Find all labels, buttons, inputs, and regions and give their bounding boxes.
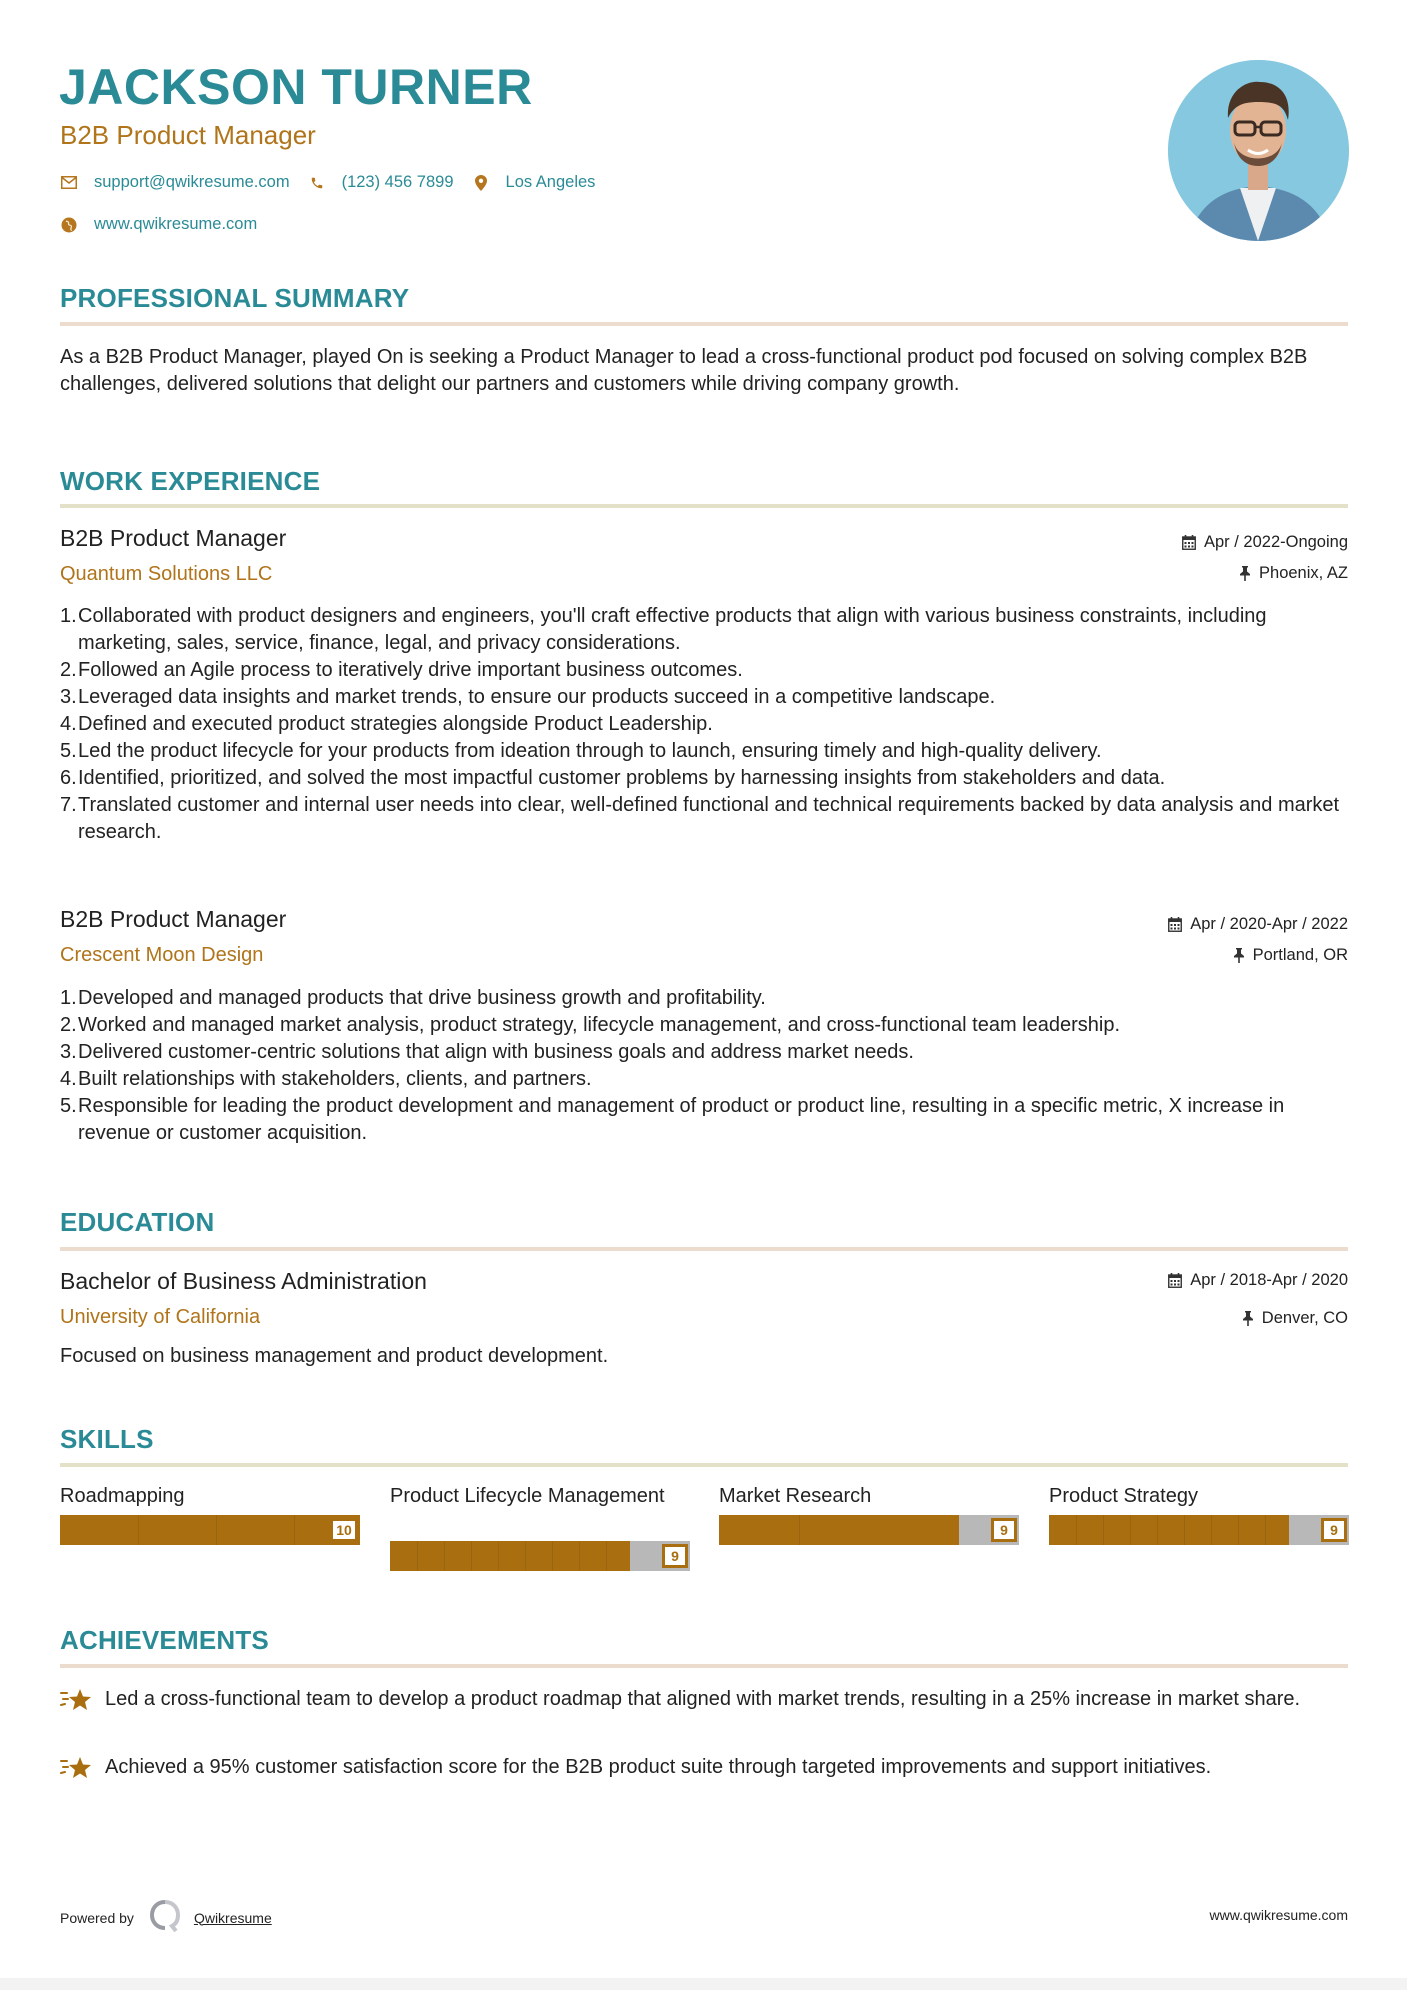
skill-label: Market Research — [719, 1485, 872, 1507]
page-bottom-band — [0, 1978, 1407, 1990]
job-bullets — [60, 603, 1360, 846]
achievement-text: Achieved a 95% customer satisfaction score for the B2B product suite through targeted improvements and support initiatives. — [105, 1756, 1212, 1778]
section-divider — [60, 504, 1348, 508]
calendar-icon — [1168, 917, 1182, 932]
profile-photo — [1168, 60, 1349, 241]
job-dates — [1182, 533, 1348, 552]
email-text: support@qwikresume.com — [94, 173, 290, 191]
skill-item — [60, 1483, 360, 1545]
section-divider — [60, 1664, 1348, 1668]
achievement-text: Led a cross-functional team to develop a product roadmap that aligned with market trends, resulting in a 25% increase in market share. — [105, 1688, 1301, 1710]
shooting-star-icon — [60, 1686, 105, 1720]
bullet-item: 1. Developed and managed products that drive business growth and profitability. — [60, 987, 766, 1009]
calendar-icon — [1168, 1273, 1182, 1288]
job-bullets — [60, 985, 1360, 1147]
job-dates — [1168, 915, 1348, 934]
job-dates-text: Apr / 2020-Apr / 2022 — [1190, 915, 1348, 933]
skill-label: Product Lifecycle Management — [390, 1485, 665, 1507]
skill-item — [1049, 1483, 1349, 1545]
skill-score: 10 — [330, 1518, 358, 1542]
phone-icon — [308, 174, 326, 192]
section-heading-summary: PROFESSIONAL SUMMARY — [60, 283, 410, 313]
envelope-icon — [60, 174, 78, 192]
education-location-text: Denver, CO — [1261, 1309, 1348, 1327]
skill-item — [390, 1483, 690, 1571]
avatar-illustration — [1168, 60, 1349, 241]
contact-row — [60, 173, 613, 192]
skill-bar — [719, 1515, 1019, 1545]
summary-text: As a B2B Product Manager, played On is seeking a Product Manager to lead a cross-functional product pod focused on solving complex B2B challenges, delivered solutions that delight our partners and customers while driving company growth. — [60, 346, 1308, 395]
education-dates — [1168, 1271, 1348, 1290]
achievement-item — [60, 1754, 1350, 1788]
job-title: B2B Product Manager — [60, 525, 287, 551]
skill-label: Product Strategy — [1049, 1485, 1198, 1507]
job-location — [1239, 564, 1348, 583]
bullet-item: 5. Led the product lifecycle for your products from ideation through to launch, ensuring timely and high-quality delivery. — [60, 740, 1102, 762]
section-divider — [60, 322, 1348, 326]
section-heading-achievements: ACHIEVEMENTS — [60, 1625, 269, 1655]
job-dates-text: Apr / 2022-Ongoing — [1203, 533, 1348, 551]
bullet-item: 1. Collaborated with product designers and engineers, you'll craft effective products that align with various business constraints, including marketing, sales, service, finance, legal, and privacy considerations. — [60, 605, 1267, 654]
education-location — [1242, 1309, 1348, 1328]
skill-bar — [60, 1515, 360, 1545]
education-description: Focused on business management and product development. — [60, 1345, 609, 1367]
skill-score: 9 — [991, 1518, 1017, 1542]
bullet-item: 5. Responsible for leading the product development and management of product or product line, resulting in a specific metric, X increase in revenue or customer acquisition. — [60, 1095, 1285, 1144]
job-location-text: Portland, OR — [1252, 946, 1348, 964]
education-dates-text: Apr / 2018-Apr / 2020 — [1190, 1271, 1348, 1289]
skill-item — [719, 1483, 1019, 1545]
skill-label: Roadmapping — [60, 1485, 185, 1507]
school-name: University of California — [60, 1306, 261, 1328]
phone-text: (123) 456 7899 — [341, 173, 454, 191]
skill-bar — [1049, 1515, 1349, 1545]
qwikresume-link[interactable]: Qwikresume — [193, 1909, 272, 1926]
footer-website[interactable]: www.qwikresume.com — [1209, 1907, 1348, 1923]
shooting-star-icon — [60, 1754, 105, 1788]
bullet-item: 4. Built relationships with stakeholders, clients, and partners. — [60, 1068, 592, 1090]
section-divider — [60, 1463, 1348, 1467]
skill-score: 9 — [1321, 1518, 1347, 1542]
section-heading-experience: WORK EXPERIENCE — [60, 466, 321, 496]
skill-bar — [390, 1541, 690, 1571]
section-heading-skills: SKILLS — [60, 1424, 154, 1454]
job-location — [1233, 946, 1348, 965]
bullet-item: 2. Followed an Agile process to iteratively drive important business outcomes. — [60, 659, 743, 681]
bullet-item: 2. Worked and managed market analysis, product strategy, lifecycle management, and cross-functional team leadership. — [60, 1014, 1121, 1036]
qwikresume-logo-icon — [150, 1900, 180, 1935]
candidate-title: B2B Product Manager — [60, 120, 316, 150]
job-location-text: Phoenix, AZ — [1259, 564, 1348, 582]
map-pin-icon — [472, 174, 490, 192]
achievement-item — [60, 1686, 1350, 1720]
candidate-name: JACKSON TURNER — [59, 59, 533, 115]
calendar-icon — [1182, 535, 1196, 550]
globe-icon — [60, 216, 78, 234]
website-text: www.qwikresume.com — [94, 215, 258, 233]
section-heading-education: EDUCATION — [60, 1207, 215, 1237]
bullet-item: 4. Defined and executed product strategies alongside Product Leadership. — [60, 713, 713, 735]
bullet-item: 3. Delivered customer-centric solutions that align with business goals and address market needs. — [60, 1041, 914, 1063]
degree-title: Bachelor of Business Administration — [60, 1268, 427, 1294]
contact-location — [472, 173, 596, 192]
contact-email[interactable] — [60, 173, 290, 192]
footer-powered-by — [60, 1900, 272, 1935]
pushpin-icon — [1239, 566, 1251, 581]
skill-score: 9 — [662, 1544, 688, 1568]
powered-by-label: Powered by — [60, 1909, 134, 1926]
pushpin-icon — [1233, 948, 1245, 963]
company-name: Crescent Moon Design — [60, 944, 264, 966]
bullet-item: 6. Identified, prioritized, and solved the most impactful customer problems by harnessing insights from stakeholders and data. — [60, 767, 1166, 789]
location-text: Los Angeles — [505, 173, 596, 191]
contact-website[interactable] — [60, 215, 257, 234]
contact-phone[interactable] — [308, 173, 454, 192]
bullet-item: 3. Leveraged data insights and market trends, to ensure our products succeed in a competitive landscape. — [60, 686, 996, 708]
company-name: Quantum Solutions LLC — [60, 563, 273, 585]
pushpin-icon — [1242, 1311, 1254, 1326]
section-divider — [60, 1247, 1348, 1251]
bullet-item: 7. Translated customer and internal user needs into clear, well-defined functional and technical requirements backed by data analysis and market research. — [60, 794, 1340, 843]
job-title: B2B Product Manager — [60, 906, 287, 932]
